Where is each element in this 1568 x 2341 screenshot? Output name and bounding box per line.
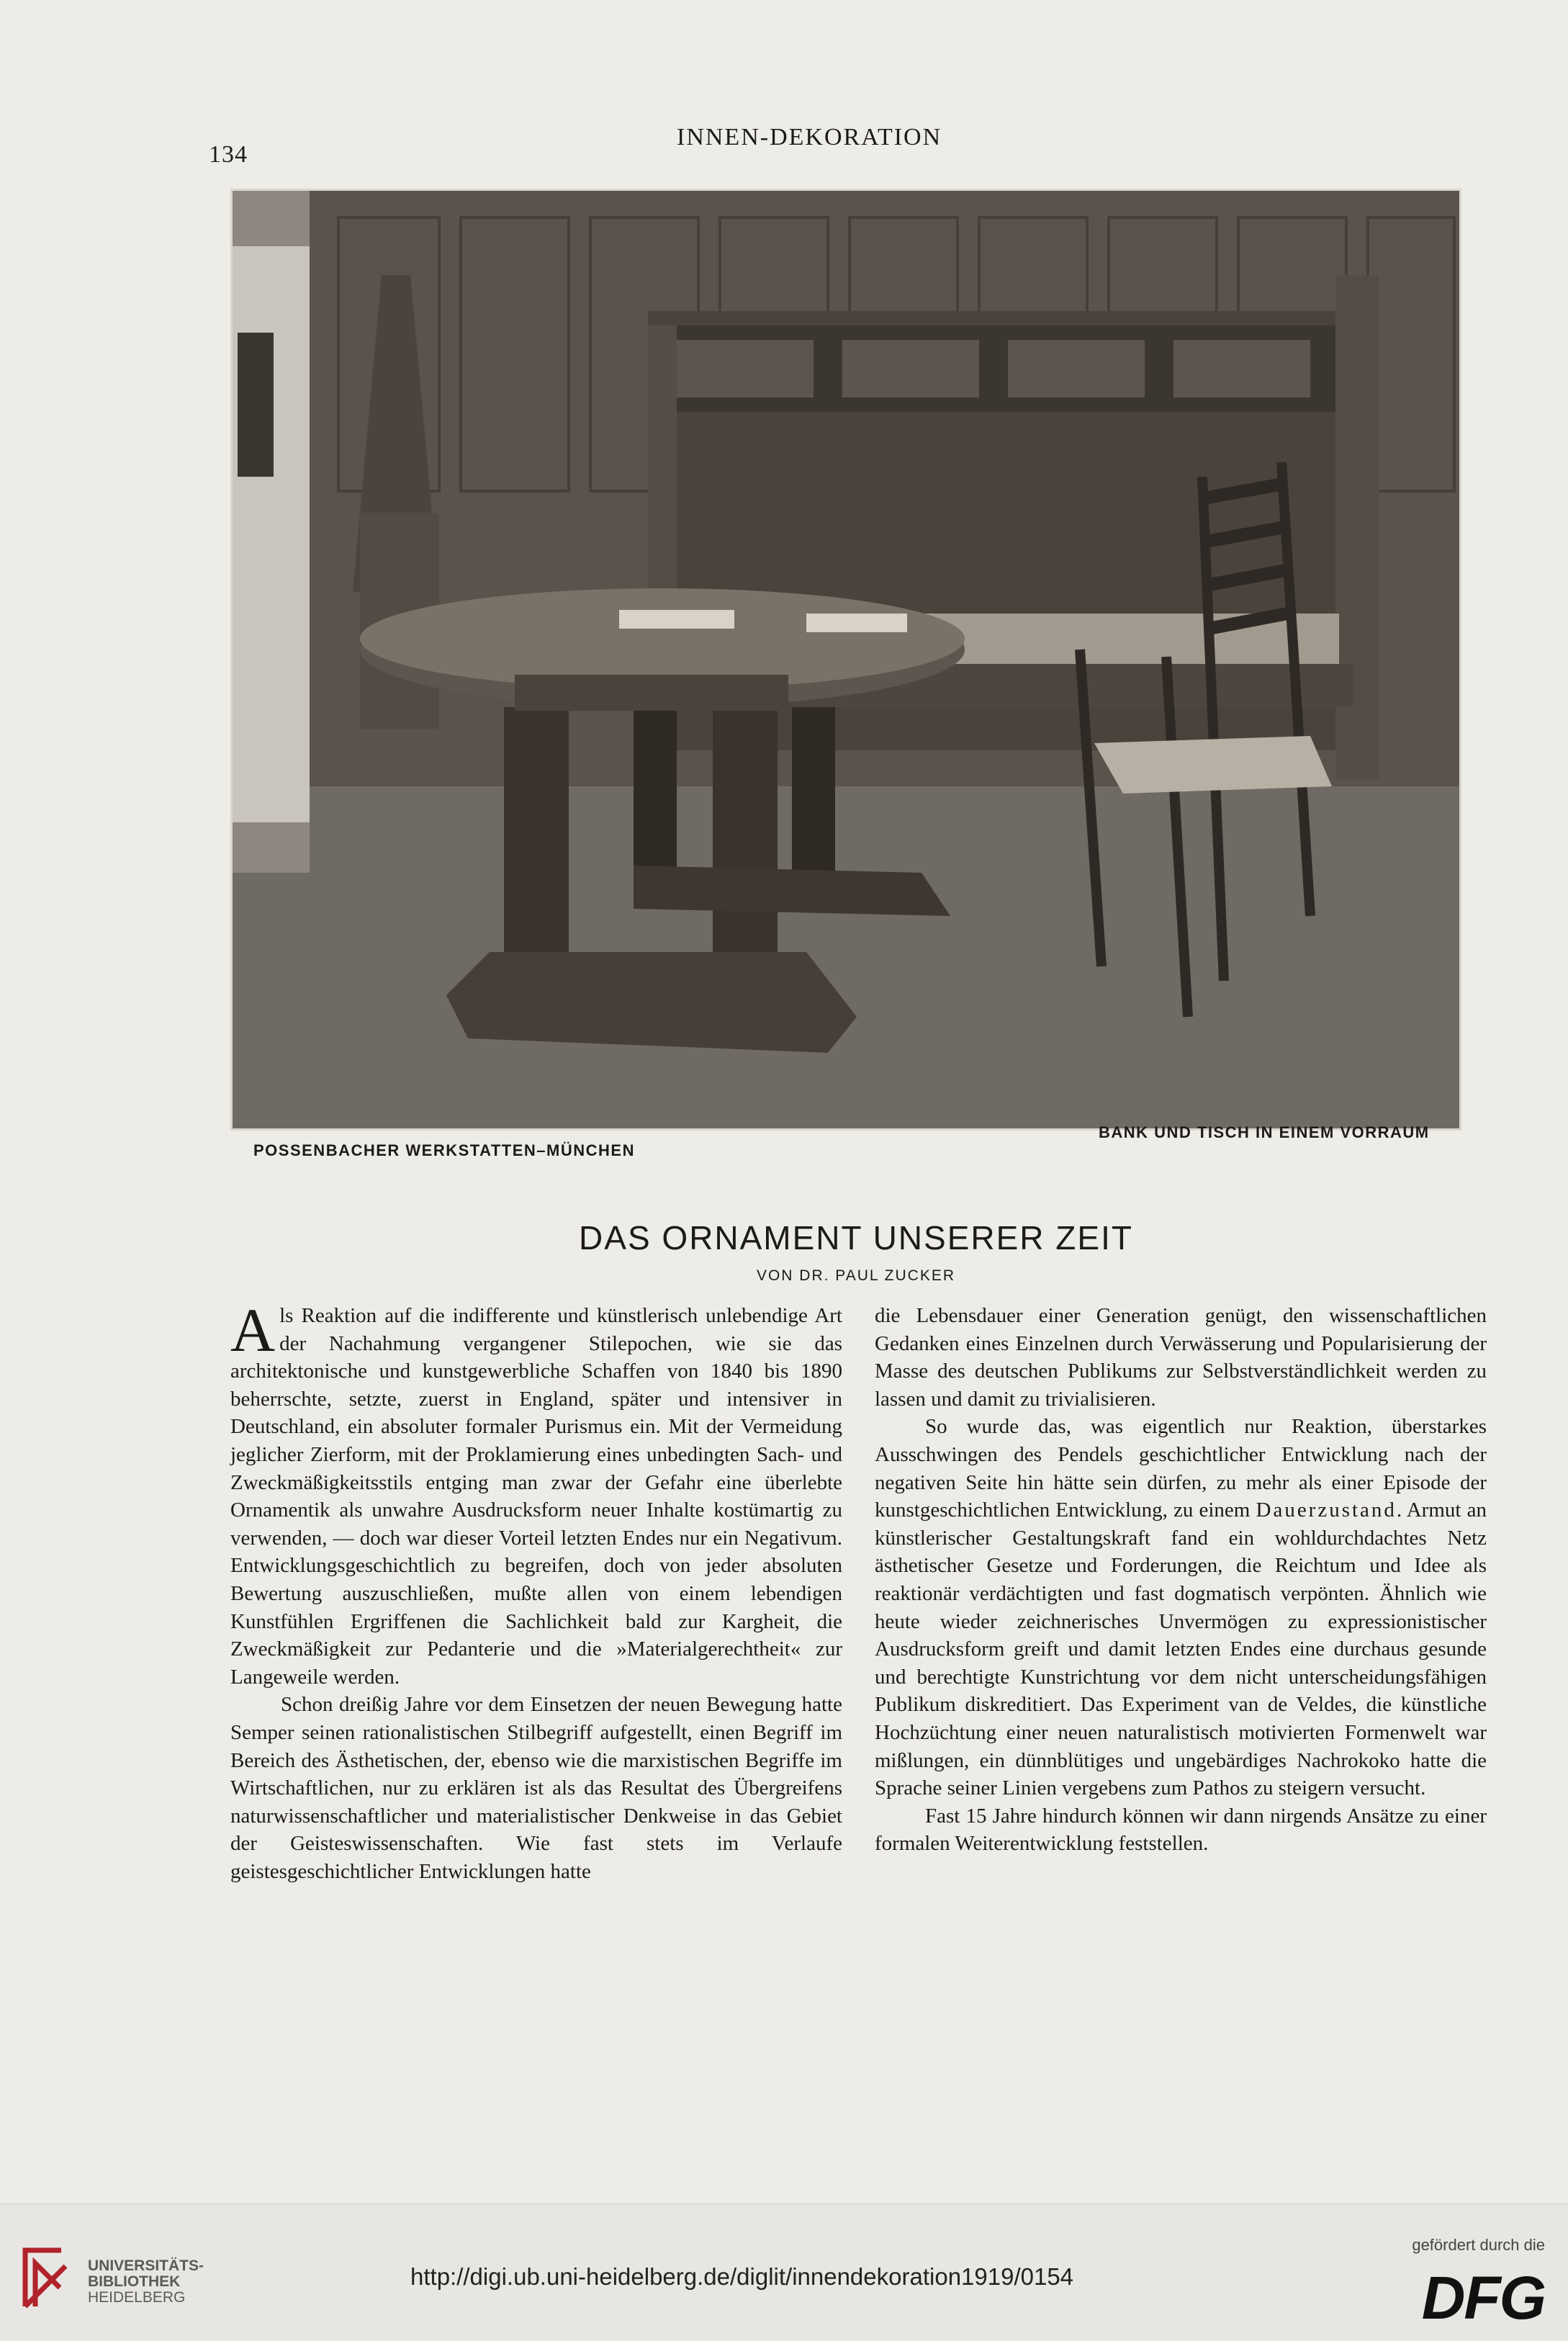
paragraph — [230, 1295, 842, 1691]
paragraph-text: . Armut an künstlerischer Gestaltungskraft fand ein wohldurchdachtes Netz ästhetischer Gesetze und Forderungen, die Reichtum und Idee als reaktionär verdächtigten und fast dogmatisch verpönten. Ähnlich wie heute wieder zeichnerisches Unvermögen zu expressionistischer Ausdrucksform greift und damit letzten Endes eine durchaus gesunde und berechtigte Kunstrichtung vor dem nicht unterscheidungsfähigen Publikum diskreditiert. Das Experiment van de Veldes, die künstliche Hochzüchtung einer neuen naturalistisch motivierten Formenwelt war mißlungen, ein dünnblütiges und ungebärdiges Nachrokoko hatte die Sprache seiner Linien vergebens zum Pathos zu steigern versucht. — [875, 1498, 1487, 1800]
bench-and-table-photo-illustration — [230, 189, 1461, 1131]
paragraph-text: So wurde das, was eigentlich nur Reaktion, überstarkes Ausschwingen des Pendels geschichtlicher Entwicklung nach der negativen Seite hin hätte sein dürfen, zu mehr als einer Episode der kunstgeschichtlichen Entwicklung, zu einem — [875, 1415, 1487, 1522]
running-head: INNEN-DEKORATION — [677, 124, 942, 150]
photo-title-caption: BANK UND TISCH IN EINEM VORRAUM — [1099, 1123, 1430, 1141]
paragraph — [875, 1413, 1487, 1802]
permalink-url[interactable]: http://digi.ub.uni-heidelberg.de/diglit/innendekoration1919/0154 — [410, 2263, 1074, 2290]
paragraph-text: ls Reaktion auf die indifferente und künstlerisch unlebendige Art der Nachahmung vergangener Stilepochen, wie sie das architektonische und kunstgewerbliche Schaffen von 1840 bis 1890 beherrschte, setzte, zuerst in England, später und intensiver in Deutschland, ein absoluter formaler Purismus ein. Mit der Vermeidung jeglicher Zierform, mit der Proklamierung eines unbedingten Sach- und Zweckmäßigkeitsstils entging man zwar der Gefahr eine überlebte Ornamentik als unwahre Ausdrucksform neuer Inhalte kostümartig zu verwenden, — doch war dieser Vorteil letzten Endes nur ein Negativum. Entwicklungsgeschichtlich zu begreifen, doch von jeder absoluten Bewertung auszuschließen, mußte allen von einem lebendigen Kunstfühlen Ergriffenen die Sachlichkeit bald zur Kargheit, die Zweckmäßigkeit zur Pedanterie und die »Materialgerechtheit« zur Langeweile werden. — [230, 1304, 842, 1689]
library-name-line: UNIVERSITÄTS- — [88, 2257, 204, 2274]
paragraph: Schon dreißig Jahre vor dem Einsetzen der neuen Bewegung hatte Semper seinen rationalistischen Stilbegriff aufgestellt, einen Begriff im Bereich des Ästhetischen, der, ebenso wie die marxistischen Begriffe im Wirtschaftlichen, nur zu erklären ist als das Resultat des Übergreifens naturwissenschaftlicher und materialistischer Denkweise in das Gebiet der Geisteswissenschaften. Wie fast stets im Verlaufe geistesgeschichtlicher Entwicklungen hatte — [230, 1693, 842, 1883]
article-byline: VON DR. PAUL ZUCKER — [756, 1267, 956, 1284]
library-name-line: BIBLIOTHEK — [88, 2273, 181, 2290]
interior-photograph — [230, 189, 1461, 1131]
text-column-left — [230, 1295, 842, 1885]
funded-by-label: gefördert durch die — [1412, 2236, 1545, 2254]
paragraph: Fast 15 Jahre hindurch können wir dann nirgends Ansätze zu einer formalen Weiterentwicklung feststellen. — [875, 1804, 1487, 1856]
drop-cap: A — [230, 1295, 276, 1365]
article-title: DAS ORNAMENT UNSERER ZEIT — [579, 1219, 1133, 1257]
text-column-right — [875, 1302, 1487, 1858]
photo-credit-caption: POSSENBACHER WERKSTATTEN–MÜNCHEN — [253, 1141, 635, 1159]
university-library-logo-icon[interactable] — [18, 2242, 73, 2311]
page-number: 134 — [209, 141, 248, 168]
library-name-line: HEIDELBERG — [88, 2289, 186, 2306]
paragraph: die Lebensdauer einer Generation genügt, den wissenschaftlichen Gedanken eines Einzelnen durch Verwässerung und Popularisierung der Masse des deutschen Publikums zur Selbstverständlichkeit werden zu lassen und damit zu trivialisieren. — [875, 1304, 1487, 1411]
library-name[interactable] — [88, 2258, 204, 2306]
digital-library-footer — [0, 2203, 1568, 2341]
dfg-logo-icon[interactable]: DFG — [1421, 2264, 1545, 2332]
emphasized-word: Dauerzustand — [1256, 1498, 1397, 1522]
